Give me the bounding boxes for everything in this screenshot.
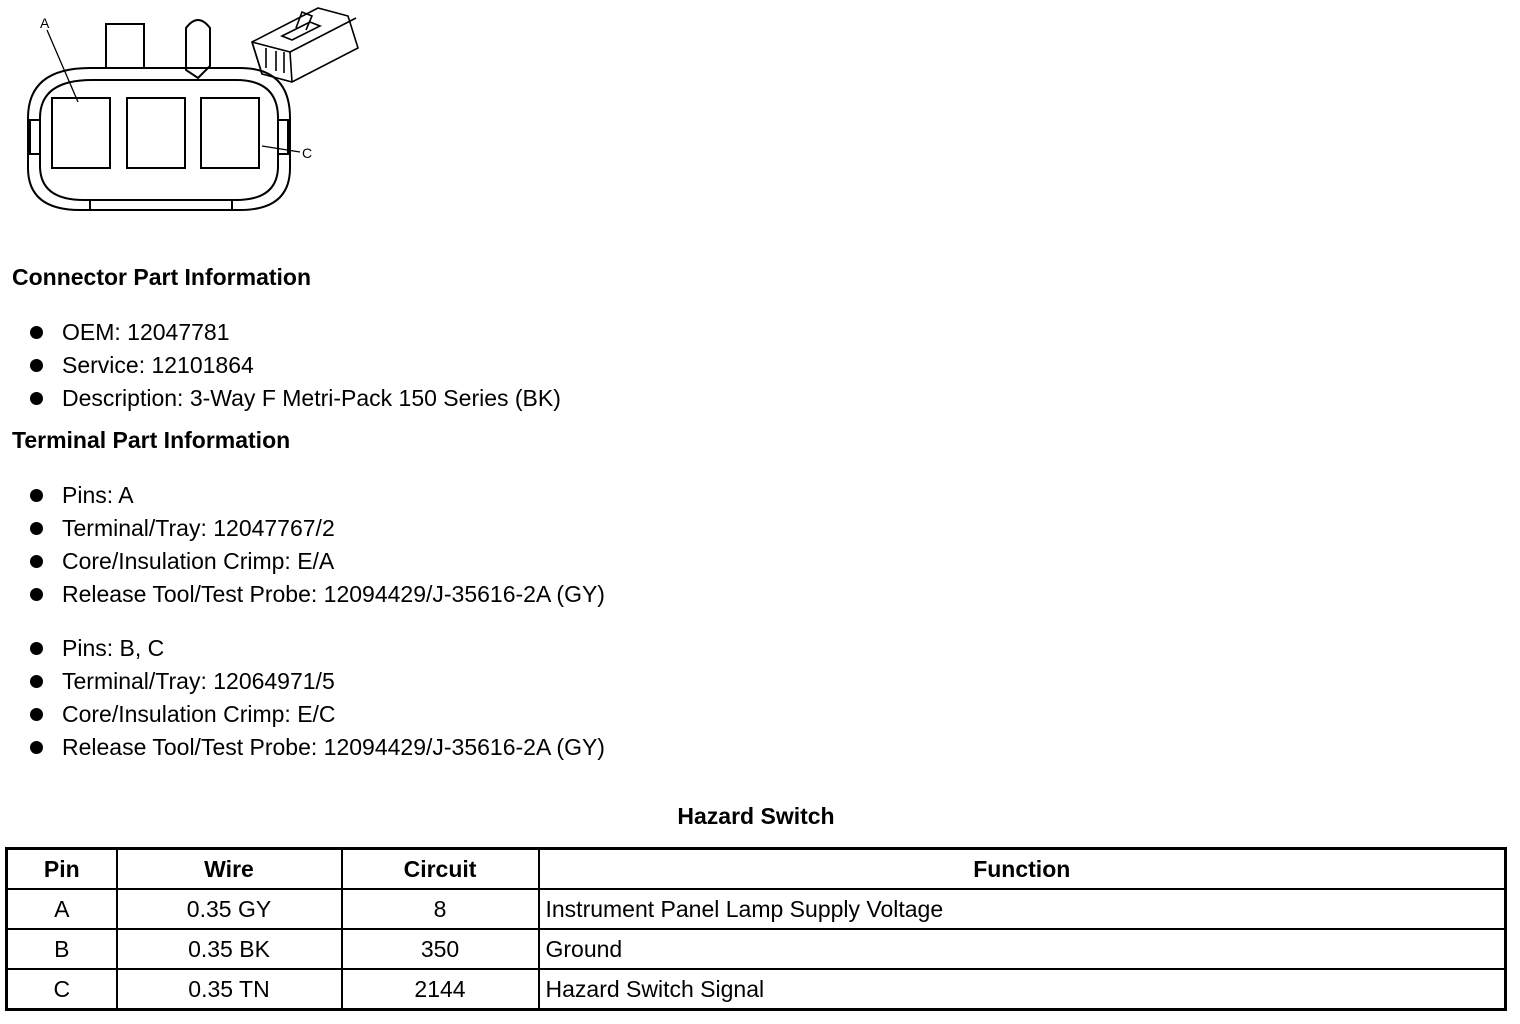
wire-cell: 0.35 BK xyxy=(117,929,342,969)
connector-info-heading: Connector Part Information xyxy=(12,264,312,290)
terminal-info-list-pins-bc xyxy=(28,632,605,764)
callout-c-label: C xyxy=(302,145,313,161)
list-item: Pins: B, C xyxy=(28,632,605,665)
function-cell: Ground xyxy=(539,929,1506,969)
list-item: Description: 3-Way F Metri-Pack 150 Series (BK) xyxy=(28,382,561,415)
list-item: Core/Insulation Crimp: E/C xyxy=(28,698,605,731)
connector-info-list xyxy=(28,316,561,415)
wire-cell: 0.35 GY xyxy=(117,889,342,929)
circuit-cell: 350 xyxy=(342,929,539,969)
terminal-info-heading: Terminal Part Information xyxy=(12,427,291,453)
list-item: Release Tool/Test Probe: 12094429/J-35616-2A (GY) xyxy=(28,578,605,611)
table-row xyxy=(7,969,1506,1010)
function-cell: Hazard Switch Signal xyxy=(539,969,1506,1010)
list-item: Core/Insulation Crimp: E/A xyxy=(28,545,605,578)
list-item: Pins: A xyxy=(28,479,605,512)
column-header-wire: Wire xyxy=(117,849,342,890)
pinout-table xyxy=(5,847,1507,1011)
list-item: Terminal/Tray: 12064971/5 xyxy=(28,665,605,698)
table-row xyxy=(7,929,1506,969)
circuit-cell: 8 xyxy=(342,889,539,929)
column-header-circuit: Circuit xyxy=(342,849,539,890)
pin-cell: C xyxy=(7,969,117,1010)
circuit-cell: 2144 xyxy=(342,969,539,1010)
table-caption: Hazard Switch xyxy=(677,803,835,829)
column-header-pin: Pin xyxy=(7,849,117,890)
wire-cell: 0.35 TN xyxy=(117,969,342,1010)
terminal-info-list-pin-a xyxy=(28,479,605,611)
pin-cell: A xyxy=(7,889,117,929)
table-header-row xyxy=(7,849,1506,890)
table-row xyxy=(7,889,1506,929)
list-item: Terminal/Tray: 12047767/2 xyxy=(28,512,605,545)
function-cell: Instrument Panel Lamp Supply Voltage xyxy=(539,889,1506,929)
connector-diagram xyxy=(0,0,380,230)
callout-a-label: A xyxy=(40,15,50,31)
list-item: OEM: 12047781 xyxy=(28,316,561,349)
pin-cell: B xyxy=(7,929,117,969)
list-item: Release Tool/Test Probe: 12094429/J-35616-2A (GY) xyxy=(28,731,605,764)
column-header-function: Function xyxy=(539,849,1506,890)
list-item: Service: 12101864 xyxy=(28,349,561,382)
